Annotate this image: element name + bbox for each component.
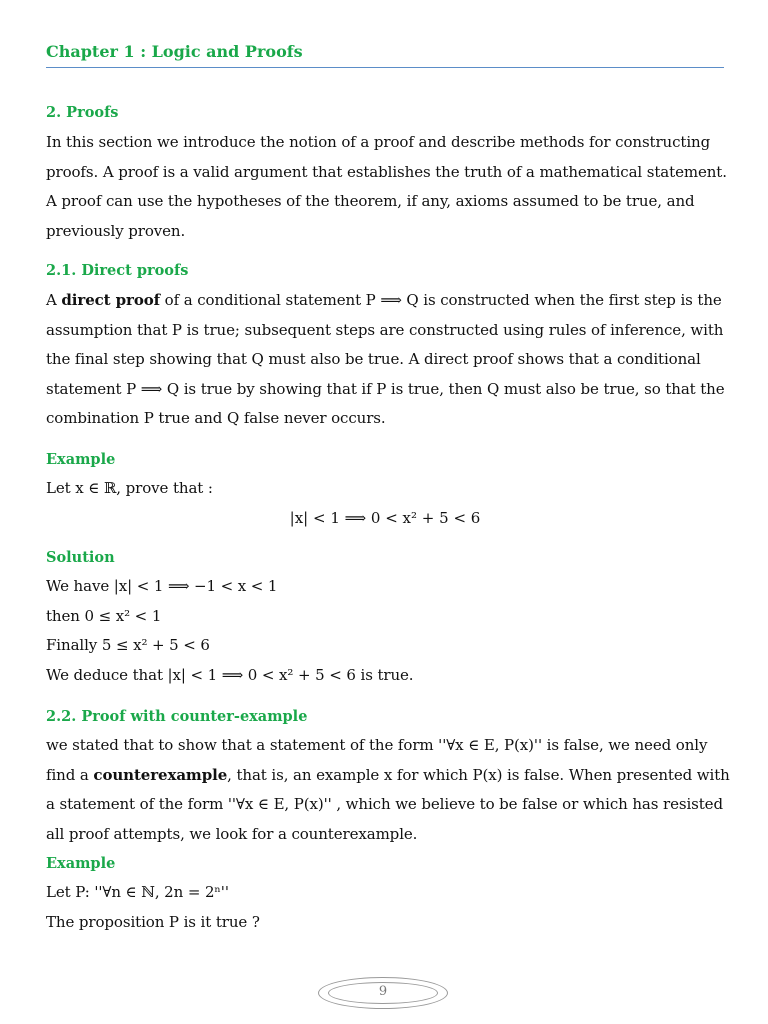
example-statement xyxy=(46,474,726,504)
paragraph-line: statement P ⟹ Q is true by showing that if P is true, then Q must also be true, so that the xyxy=(46,379,725,398)
paragraph-line: we stated that to show that a statement of the form ''∀x ∈ E, P(x)'' is false, we need only xyxy=(46,736,708,754)
term-direct-proof: direct proof xyxy=(61,291,160,309)
paragraph-line: Finally 5 ≤ x² + 5 < 6 xyxy=(46,636,210,654)
paragraph-line: the final step showing that Q must also be true. A direct proof shows that a conditional xyxy=(46,350,701,368)
paragraph-line: previously proven. xyxy=(46,221,186,240)
chapter-title: Chapter 1 : Logic and Proofs xyxy=(46,42,303,61)
paragraph-line: all proof attempts, we look for a counterexample. xyxy=(46,824,418,843)
text-run: A xyxy=(46,291,62,309)
example-heading: Example xyxy=(46,451,116,468)
section-heading-proofs: 2. Proofs xyxy=(46,104,119,121)
example-heading: Example xyxy=(46,855,116,872)
paragraph-line: The proposition P is it true ? xyxy=(46,912,260,931)
counter-example-paragraph xyxy=(46,731,730,849)
paragraph-line: A proof can use the hypotheses of the theorem, if any, axioms assumed to be true, and xyxy=(46,192,695,210)
paragraph-line: combination P true and Q false never occurs. xyxy=(46,409,386,427)
term-counterexample: counterexample xyxy=(93,765,228,784)
paragraph-line: assumption that P is true; subsequent steps are constructed using rules of inference, with xyxy=(46,320,724,339)
paragraph-line: a statement of the form ''∀x ∈ E, P(x)'' , which we believe to be false or which has resisted xyxy=(46,795,723,813)
paragraph-line xyxy=(46,761,730,791)
header-rule xyxy=(46,67,724,68)
paragraph-line: Let P: ''∀n ∈ ℕ, 2n = 2ⁿ'' xyxy=(46,883,229,901)
paragraph-line xyxy=(46,286,726,316)
paragraph-line: Let x ∈ ℝ, prove that : xyxy=(46,479,213,497)
solution-heading: Solution xyxy=(46,549,115,566)
solution-body xyxy=(46,572,726,690)
text-run: find a xyxy=(46,765,94,784)
proofs-paragraph xyxy=(46,128,726,246)
paragraph-line: We have |x| < 1 ⟹ −1 < x < 1 xyxy=(46,577,278,595)
example-2-body xyxy=(46,878,726,937)
paragraph-line: proofs. A proof is a valid argument that establishes the truth of a mathematical statement. xyxy=(46,162,727,181)
paragraph-line: then 0 ≤ x² < 1 xyxy=(46,606,162,625)
paragraph-line: In this section we introduce the notion of a proof and describe methods for constructing xyxy=(46,133,711,151)
display-formula: |x| < 1 ⟹ 0 < x² + 5 < 6 xyxy=(289,509,481,527)
section-heading-direct-proofs: 2.1. Direct proofs xyxy=(46,262,189,279)
page-number: 9 xyxy=(378,984,388,999)
text-run: , that is, an example x for which P(x) is false. When presented with xyxy=(227,765,730,784)
section-heading-counter-example: 2.2. Proof with counter-example xyxy=(46,708,308,725)
paragraph-line: We deduce that |x| < 1 ⟹ 0 < x² + 5 < 6 is true. xyxy=(46,665,414,684)
direct-proofs-paragraph xyxy=(46,286,726,434)
text-run: of a conditional statement P ⟹ Q is constructed when the first step is the xyxy=(159,291,722,309)
